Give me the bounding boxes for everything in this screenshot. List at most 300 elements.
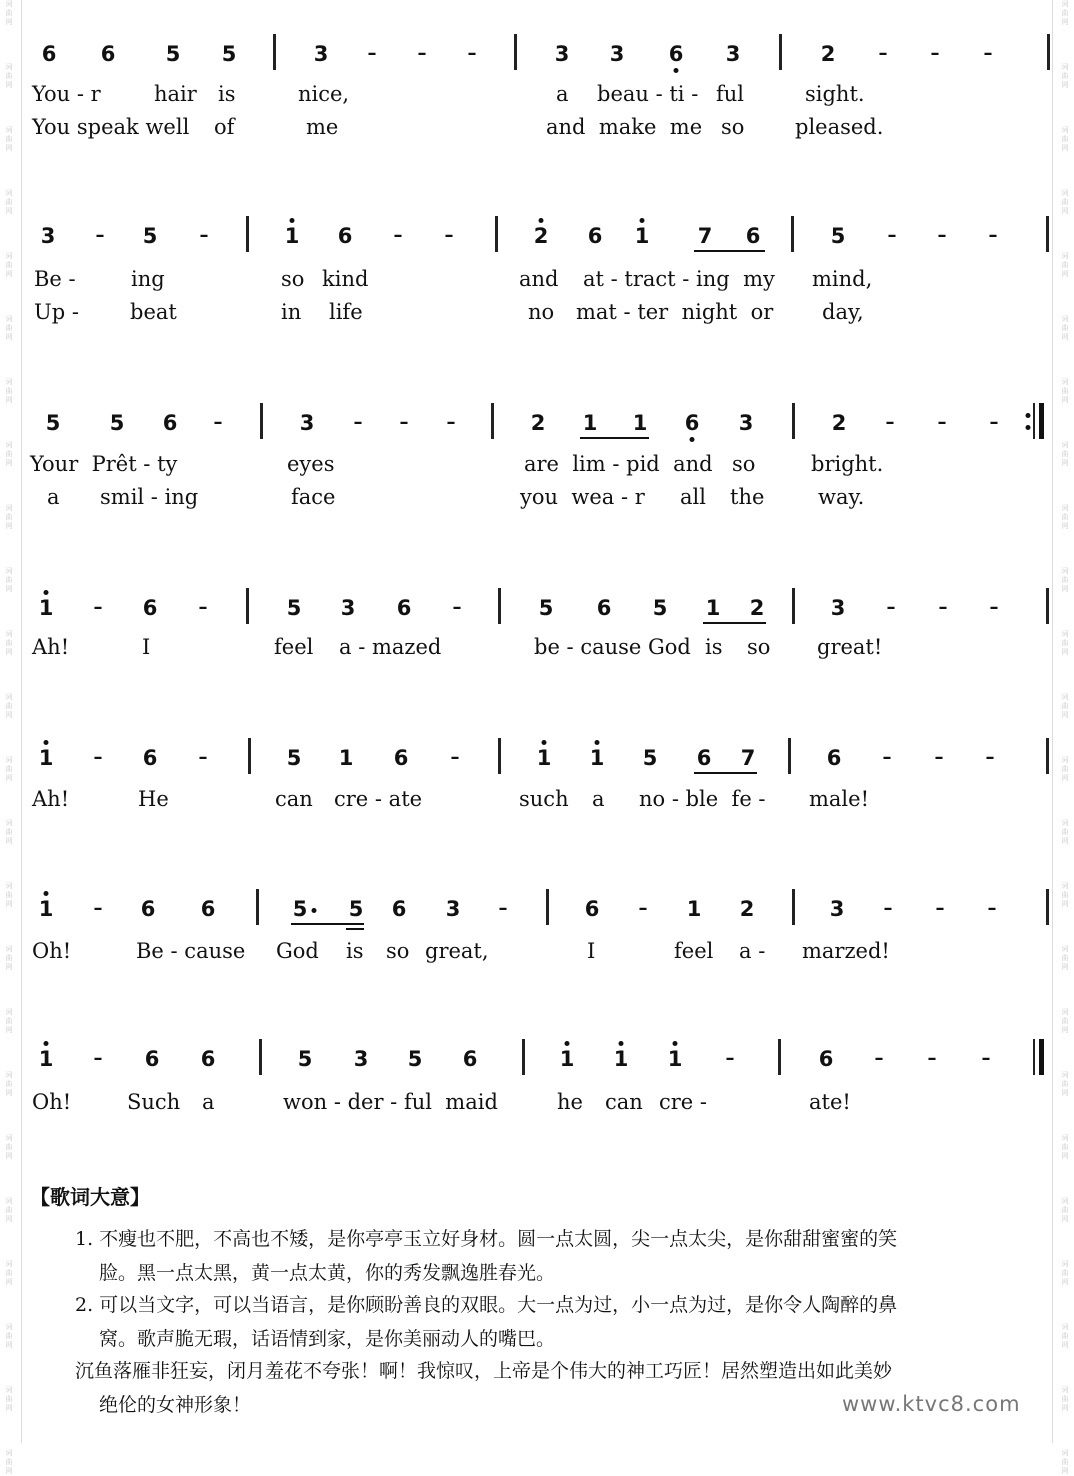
sustain-dash: – bbox=[498, 898, 508, 919]
sustain-dash: – bbox=[93, 1048, 103, 1069]
note-number: 5 bbox=[109, 411, 125, 435]
repeat-dot bbox=[1026, 425, 1031, 430]
side-watermark-text: 词 曲 网 bbox=[5, 567, 13, 593]
bar-line bbox=[256, 889, 259, 925]
lyric-syllable: I bbox=[587, 939, 596, 963]
lyric-syllable: and bbox=[519, 267, 559, 291]
note-number: 6 bbox=[200, 1047, 216, 1071]
lyric-syllable: a - bbox=[739, 939, 766, 963]
lyric-syllable: beat bbox=[130, 300, 177, 324]
lyric-syllable: great, bbox=[425, 939, 489, 963]
lyric-syllable: be - cause God bbox=[534, 635, 691, 659]
lyric-syllable: is bbox=[705, 635, 723, 659]
para-1-line-2: 脸。黑一点太黑，黄一点太黄，你的秀发飘逸胜春光。 bbox=[99, 1262, 556, 1284]
octave-dot-high bbox=[542, 740, 547, 745]
bar-line bbox=[273, 34, 276, 70]
octave-dot-high bbox=[290, 218, 295, 223]
side-watermark-text: 词 曲 网 bbox=[1061, 252, 1069, 278]
sustain-dash: – bbox=[878, 43, 888, 64]
lyric-syllable: Your Prêt - ty bbox=[30, 452, 178, 476]
sustain-dash: – bbox=[930, 43, 940, 64]
score-system bbox=[0, 744, 1074, 884]
lyric-syllable: way. bbox=[818, 485, 865, 509]
lyric-syllable: life bbox=[329, 300, 363, 324]
note-number: 5 bbox=[652, 596, 668, 620]
sustain-dash: – bbox=[935, 898, 945, 919]
note-number: 1 bbox=[38, 596, 54, 620]
sustain-dash: – bbox=[983, 43, 993, 64]
side-watermark-text: 词 曲 网 bbox=[5, 693, 13, 719]
side-watermark-text: 词 曲 网 bbox=[5, 945, 13, 971]
lyric-syllable: kind bbox=[322, 267, 369, 291]
lyric-syllable: so bbox=[747, 635, 771, 659]
beam-underline bbox=[703, 622, 766, 624]
note-number: 5 bbox=[45, 411, 61, 435]
note-number: 3 bbox=[829, 897, 845, 921]
repeat-dot bbox=[1026, 413, 1031, 418]
note-number: 2 bbox=[530, 411, 546, 435]
bar-line bbox=[788, 738, 791, 774]
note-number: 6 bbox=[826, 746, 842, 770]
lyric-syllable: Oh! bbox=[32, 1090, 72, 1114]
note-number: 6 bbox=[462, 1047, 478, 1071]
side-watermark-text: 词 曲 网 bbox=[5, 630, 13, 656]
lyric-syllable: is bbox=[346, 939, 364, 963]
note-number: 5 bbox=[142, 224, 158, 248]
note-number: 3 bbox=[445, 897, 461, 921]
bar-line bbox=[792, 889, 795, 925]
para-1-line-1: 1. 不瘦也不肥，不高也不矮，是你亭亭玉立好身材。圆一点太圆，尖一点太尖，是你甜甜蜜蜜的笑 bbox=[75, 1228, 898, 1250]
note-number: 3 bbox=[725, 42, 741, 66]
sustain-dash: – bbox=[938, 597, 948, 618]
lyric-syllable: He bbox=[138, 787, 169, 811]
sustain-dash: – bbox=[885, 412, 895, 433]
lyric-syllable: is bbox=[218, 82, 236, 106]
lyric-syllable: face bbox=[291, 485, 336, 509]
lyric-syllable: cre - ate bbox=[334, 787, 423, 811]
side-watermark-text: 词 曲 网 bbox=[5, 1260, 13, 1286]
note-number: 5 bbox=[407, 1047, 423, 1071]
sustain-dash: – bbox=[444, 225, 454, 246]
octave-dot-low bbox=[674, 68, 679, 73]
sustain-dash: – bbox=[638, 898, 648, 919]
note-number: 6 bbox=[596, 596, 612, 620]
bar-line bbox=[498, 588, 501, 624]
beam-underline bbox=[580, 437, 649, 439]
sustain-dash: – bbox=[199, 225, 209, 246]
note-number: 6 bbox=[391, 897, 407, 921]
octave-dot-high bbox=[565, 1041, 570, 1046]
augmentation-dot bbox=[312, 908, 317, 913]
sustain-dash: – bbox=[985, 747, 995, 768]
side-watermark-text: 词 曲 网 bbox=[5, 504, 13, 530]
score-system bbox=[0, 409, 1074, 549]
side-watermark-text: 词 曲 网 bbox=[5, 819, 13, 845]
sustain-dash: – bbox=[417, 43, 427, 64]
lyric-syllable: great! bbox=[817, 635, 883, 659]
lyric-syllable: marzed! bbox=[802, 939, 890, 963]
bar-line bbox=[778, 1039, 781, 1075]
sustain-dash: – bbox=[937, 412, 947, 433]
lyric-syllable: and make me bbox=[546, 115, 703, 139]
side-watermark-text: 词 曲 网 bbox=[5, 315, 13, 341]
barline-thick bbox=[1039, 403, 1044, 439]
side-watermark-text: 词 曲 网 bbox=[1061, 756, 1069, 782]
side-watermark-text: 词 曲 网 bbox=[5, 63, 13, 89]
sustain-dash: – bbox=[989, 412, 999, 433]
bar-line bbox=[1046, 889, 1049, 925]
sustain-dash: – bbox=[399, 412, 409, 433]
note-number: 6 bbox=[162, 411, 178, 435]
note-number: 6 bbox=[818, 1047, 834, 1071]
note-number: 1 bbox=[613, 1047, 629, 1071]
side-watermark-text: 词 曲 网 bbox=[1061, 567, 1069, 593]
side-watermark-text: 词 曲 网 bbox=[1061, 315, 1069, 341]
sustain-dash: – bbox=[446, 412, 456, 433]
beam-underline bbox=[694, 772, 757, 774]
lyric-syllable: are lim - pid and bbox=[524, 452, 713, 476]
lyric-syllable: so bbox=[721, 115, 745, 139]
bar-line bbox=[792, 403, 795, 439]
sustain-dash: – bbox=[937, 225, 947, 246]
sustain-dash: – bbox=[989, 597, 999, 618]
bar-line bbox=[1046, 588, 1049, 624]
site-watermark: www.ktvc8.com bbox=[842, 1392, 1021, 1416]
side-watermark-text: 词 曲 网 bbox=[1061, 1323, 1069, 1349]
bar-line bbox=[522, 1039, 525, 1075]
side-watermark-text: 词 曲 网 bbox=[1061, 630, 1069, 656]
lyric-syllable: Be - cause bbox=[136, 939, 246, 963]
note-number: 5 bbox=[165, 42, 181, 66]
note-number: 6 bbox=[587, 224, 603, 248]
note-number: 6 bbox=[696, 746, 712, 770]
para-3-line-2: 绝伦的女神形象！ bbox=[99, 1394, 252, 1416]
octave-dot-high bbox=[44, 590, 49, 595]
octave-dot-high bbox=[640, 218, 645, 223]
octave-dot-high bbox=[619, 1041, 624, 1046]
sustain-dash: – bbox=[988, 225, 998, 246]
bar-line bbox=[246, 588, 249, 624]
sustain-dash: – bbox=[353, 412, 363, 433]
sustain-dash: – bbox=[93, 898, 103, 919]
sustain-dash: – bbox=[450, 747, 460, 768]
bar-line bbox=[1047, 34, 1050, 70]
sustain-dash: – bbox=[987, 898, 997, 919]
note-number: 1 bbox=[38, 897, 54, 921]
lyric-syllable: ful bbox=[716, 82, 745, 106]
note-number: 5 bbox=[830, 224, 846, 248]
lyric-syllable: Ah! bbox=[32, 635, 70, 659]
lyric-syllable: You - r bbox=[32, 82, 101, 106]
bar-line bbox=[1046, 216, 1049, 252]
sustain-dash: – bbox=[981, 1048, 991, 1069]
sustain-dash: – bbox=[452, 597, 462, 618]
note-number: 1 bbox=[589, 746, 605, 770]
note-number: 6 bbox=[100, 42, 116, 66]
bar-line bbox=[792, 588, 795, 624]
note-number: 6 bbox=[584, 897, 600, 921]
lyric-syllable: ate! bbox=[809, 1090, 851, 1114]
para-3-line-1: 沉鱼落雁非狂妄，闭月羞花不夸张！啊！我惊叹，上帝是个伟大的神工巧匠！居然塑造出如此美妙 bbox=[75, 1360, 893, 1382]
sustain-dash: – bbox=[213, 412, 223, 433]
lyric-syllable: you wea - r bbox=[520, 485, 645, 509]
sustain-dash: – bbox=[886, 597, 896, 618]
sustain-dash: – bbox=[882, 747, 892, 768]
lyrics-meaning-para-1 bbox=[75, 1222, 1040, 1290]
side-watermark-text: 词 曲 网 bbox=[5, 189, 13, 215]
octave-dot-high bbox=[44, 740, 49, 745]
score-system bbox=[0, 1045, 1074, 1185]
side-watermark-text: 词 曲 网 bbox=[5, 1323, 13, 1349]
bar-line bbox=[546, 889, 549, 925]
sustain-dash: – bbox=[874, 1048, 884, 1069]
lyric-syllable: a - mazed bbox=[339, 635, 442, 659]
side-watermark-text: 词 曲 网 bbox=[5, 126, 13, 152]
lyric-syllable: a bbox=[556, 82, 569, 106]
side-watermark-text: 词 曲 网 bbox=[5, 1134, 13, 1160]
bar-line bbox=[514, 34, 517, 70]
bar-line bbox=[495, 216, 498, 252]
side-watermark-text: 词 曲 网 bbox=[1061, 819, 1069, 845]
note-number: 3 bbox=[554, 42, 570, 66]
octave-dot-low bbox=[690, 437, 695, 442]
note-number: 1 bbox=[284, 224, 300, 248]
note-number: 3 bbox=[40, 224, 56, 248]
side-watermark-text: 词 曲 网 bbox=[5, 0, 13, 26]
lyric-syllable: can bbox=[275, 787, 313, 811]
note-number: 1 bbox=[536, 746, 552, 770]
side-watermark-text: 词 曲 网 bbox=[1061, 1197, 1069, 1223]
lyric-syllable: won - der - ful maid bbox=[283, 1090, 498, 1114]
note-number: 2 bbox=[533, 224, 549, 248]
side-watermark-text: 词 曲 网 bbox=[5, 252, 13, 278]
note-number: 1 bbox=[559, 1047, 575, 1071]
note-number: 2 bbox=[739, 897, 755, 921]
bar-line bbox=[260, 403, 263, 439]
bar-line bbox=[498, 738, 501, 774]
note-number: 5 bbox=[642, 746, 658, 770]
octave-dot-high bbox=[595, 740, 600, 745]
side-watermark-text: 词 曲 网 bbox=[1061, 693, 1069, 719]
sustain-dash: – bbox=[467, 43, 477, 64]
lyric-syllable: bright. bbox=[811, 452, 884, 476]
note-number: 5 bbox=[297, 1047, 313, 1071]
note-number: 5 bbox=[286, 746, 302, 770]
bar-line bbox=[246, 216, 249, 252]
note-number: 5 bbox=[348, 897, 364, 921]
lyric-syllable: nice, bbox=[298, 82, 350, 106]
note-number: 2 bbox=[749, 596, 765, 620]
lyric-syllable: Be - bbox=[34, 267, 76, 291]
lyrics-meaning-title: 【歌词大意】 bbox=[30, 1185, 150, 1209]
score-system bbox=[0, 594, 1074, 734]
note-number: 3 bbox=[353, 1047, 369, 1071]
lyric-syllable: Oh! bbox=[32, 939, 72, 963]
sustain-dash: – bbox=[198, 597, 208, 618]
lyric-syllable: a bbox=[592, 787, 605, 811]
sustain-dash: – bbox=[725, 1048, 735, 1069]
octave-dot-high bbox=[44, 891, 49, 896]
octave-dot-high bbox=[673, 1041, 678, 1046]
beam-underline bbox=[291, 923, 364, 925]
para-2-line-1: 2. 可以当文字，可以当语言，是你顾盼善良的双眼。大一点为过，小一点为过，是你令人陶醉的鼻 bbox=[75, 1294, 898, 1316]
sustain-dash: – bbox=[887, 225, 897, 246]
octave-dot-high bbox=[539, 218, 544, 223]
side-watermark-text: 词 曲 网 bbox=[5, 756, 13, 782]
side-watermark-text: 词 曲 网 bbox=[1061, 0, 1069, 26]
side-watermark-text: 词 曲 网 bbox=[5, 378, 13, 404]
note-number: 6 bbox=[140, 897, 156, 921]
lyric-syllable: a bbox=[47, 485, 60, 509]
lyric-syllable: male! bbox=[809, 787, 870, 811]
sustain-dash: – bbox=[198, 747, 208, 768]
lyric-syllable: the bbox=[730, 485, 765, 509]
lyric-syllable: mat - ter night or bbox=[576, 300, 774, 324]
side-watermark-text: 词 曲 网 bbox=[1061, 189, 1069, 215]
lyric-syllable: so bbox=[386, 939, 410, 963]
lyric-syllable: can bbox=[605, 1090, 643, 1114]
lyric-syllable: so bbox=[732, 452, 756, 476]
note-number: 3 bbox=[738, 411, 754, 435]
side-watermark-text: 词 曲 网 bbox=[1061, 504, 1069, 530]
side-watermark-text: 词 曲 网 bbox=[1061, 1134, 1069, 1160]
side-watermark-text: 词 曲 网 bbox=[1061, 945, 1069, 971]
note-number: 5 bbox=[292, 897, 308, 921]
lyric-syllable: God bbox=[276, 939, 319, 963]
bar-line bbox=[779, 34, 782, 70]
barline-thin bbox=[1033, 403, 1035, 439]
lyric-syllable: I bbox=[142, 635, 151, 659]
note-number: 3 bbox=[830, 596, 846, 620]
lyric-syllable: You speak well bbox=[32, 115, 190, 139]
para-2-line-2: 窝。歌声脆无瑕，话语情到家，是你美丽动人的嘴巴。 bbox=[99, 1328, 556, 1350]
lyric-syllable: a bbox=[202, 1090, 215, 1114]
note-number: 6 bbox=[337, 224, 353, 248]
note-number: 3 bbox=[609, 42, 625, 66]
note-number: 2 bbox=[831, 411, 847, 435]
note-number: 1 bbox=[582, 411, 598, 435]
bar-line bbox=[248, 738, 251, 774]
note-number: 1 bbox=[634, 224, 650, 248]
lyric-syllable: me bbox=[306, 115, 339, 139]
sustain-dash: – bbox=[93, 747, 103, 768]
lyric-syllable: no - ble fe - bbox=[639, 787, 766, 811]
lyric-syllable: feel bbox=[674, 939, 714, 963]
side-watermark-text: 词 曲 网 bbox=[1061, 63, 1069, 89]
lyric-syllable: he bbox=[557, 1090, 583, 1114]
octave-dot-high bbox=[44, 1041, 49, 1046]
side-watermark-text: 词 曲 网 bbox=[5, 1197, 13, 1223]
side-watermark-text: 词 曲 网 bbox=[1061, 126, 1069, 152]
lyrics-meaning-para-2 bbox=[75, 1288, 1040, 1356]
note-number: 2 bbox=[820, 42, 836, 66]
lyric-syllable: no bbox=[528, 300, 555, 324]
note-number: 7 bbox=[697, 224, 713, 248]
lyric-syllable: cre - bbox=[659, 1090, 707, 1114]
beam-underline bbox=[694, 250, 765, 252]
note-number: 6 bbox=[200, 897, 216, 921]
side-watermark-text: 词 曲 网 bbox=[1061, 1386, 1069, 1412]
note-number: 5 bbox=[221, 42, 237, 66]
note-number: 6 bbox=[41, 42, 57, 66]
side-watermark-text: 词 曲 网 bbox=[5, 1071, 13, 1097]
note-number: 1 bbox=[686, 897, 702, 921]
note-number: 7 bbox=[740, 746, 756, 770]
note-number: 6 bbox=[393, 746, 409, 770]
lyric-syllable: such bbox=[519, 787, 569, 811]
lyric-syllable: feel bbox=[274, 635, 314, 659]
bar-line bbox=[1046, 738, 1049, 774]
barline-thin bbox=[1033, 1039, 1035, 1075]
note-number: 1 bbox=[338, 746, 354, 770]
lyric-syllable: so bbox=[281, 267, 305, 291]
lyric-syllable: smil - ing bbox=[100, 485, 199, 509]
note-number: 5 bbox=[286, 596, 302, 620]
note-number: 6 bbox=[396, 596, 412, 620]
side-watermark-text: 词 曲 网 bbox=[1061, 1449, 1069, 1475]
score-system bbox=[0, 222, 1074, 362]
lyric-syllable: ing bbox=[131, 267, 165, 291]
note-number: 6 bbox=[684, 411, 700, 435]
sustain-dash: – bbox=[934, 747, 944, 768]
lyric-syllable: in bbox=[281, 300, 302, 324]
note-number: 1 bbox=[705, 596, 721, 620]
score-system bbox=[0, 40, 1074, 180]
sustain-dash: – bbox=[927, 1048, 937, 1069]
side-watermark-text: 词 曲 网 bbox=[1061, 1260, 1069, 1286]
note-number: 3 bbox=[299, 411, 315, 435]
note-number: 6 bbox=[745, 224, 761, 248]
note-number: 5 bbox=[538, 596, 554, 620]
lyric-syllable: Such bbox=[127, 1090, 181, 1114]
bar-line bbox=[791, 216, 794, 252]
lyric-syllable: eyes bbox=[287, 452, 335, 476]
side-watermark-text: 词 曲 网 bbox=[1061, 378, 1069, 404]
sustain-dash: – bbox=[393, 225, 403, 246]
side-watermark-text: 词 曲 网 bbox=[5, 1008, 13, 1034]
lyric-syllable: hair bbox=[154, 82, 197, 106]
sustain-dash: – bbox=[883, 898, 893, 919]
bar-line bbox=[259, 1039, 262, 1075]
lyric-syllable: beau - ti - bbox=[597, 82, 699, 106]
side-watermark-text: 词 曲 网 bbox=[1061, 441, 1069, 467]
lyric-syllable: of bbox=[214, 115, 235, 139]
note-number: 6 bbox=[668, 42, 684, 66]
lyric-syllable: day, bbox=[822, 300, 864, 324]
side-watermark-text: 词 曲 网 bbox=[5, 1449, 13, 1475]
side-watermark-text: 词 曲 网 bbox=[1061, 882, 1069, 908]
sustain-dash: – bbox=[93, 597, 103, 618]
score-system bbox=[0, 895, 1074, 1035]
note-number: 3 bbox=[313, 42, 329, 66]
side-watermark-text: 词 曲 网 bbox=[5, 441, 13, 467]
note-number: 6 bbox=[144, 1047, 160, 1071]
side-watermark-text: 词 曲 网 bbox=[1061, 1071, 1069, 1097]
note-number: 6 bbox=[142, 746, 158, 770]
side-watermark-text: 词 曲 网 bbox=[5, 1386, 13, 1412]
note-number: 1 bbox=[38, 1047, 54, 1071]
note-number: 1 bbox=[38, 746, 54, 770]
lyric-syllable: sight. bbox=[805, 82, 865, 106]
lyric-syllable: pleased. bbox=[795, 115, 884, 139]
bar-line bbox=[491, 403, 494, 439]
note-number: 1 bbox=[667, 1047, 683, 1071]
lyric-syllable: Up - bbox=[34, 300, 79, 324]
side-watermark-text: 词 曲 网 bbox=[5, 882, 13, 908]
sustain-dash: – bbox=[367, 43, 377, 64]
lyric-syllable: mind, bbox=[812, 267, 873, 291]
barline-thick bbox=[1039, 1039, 1044, 1075]
